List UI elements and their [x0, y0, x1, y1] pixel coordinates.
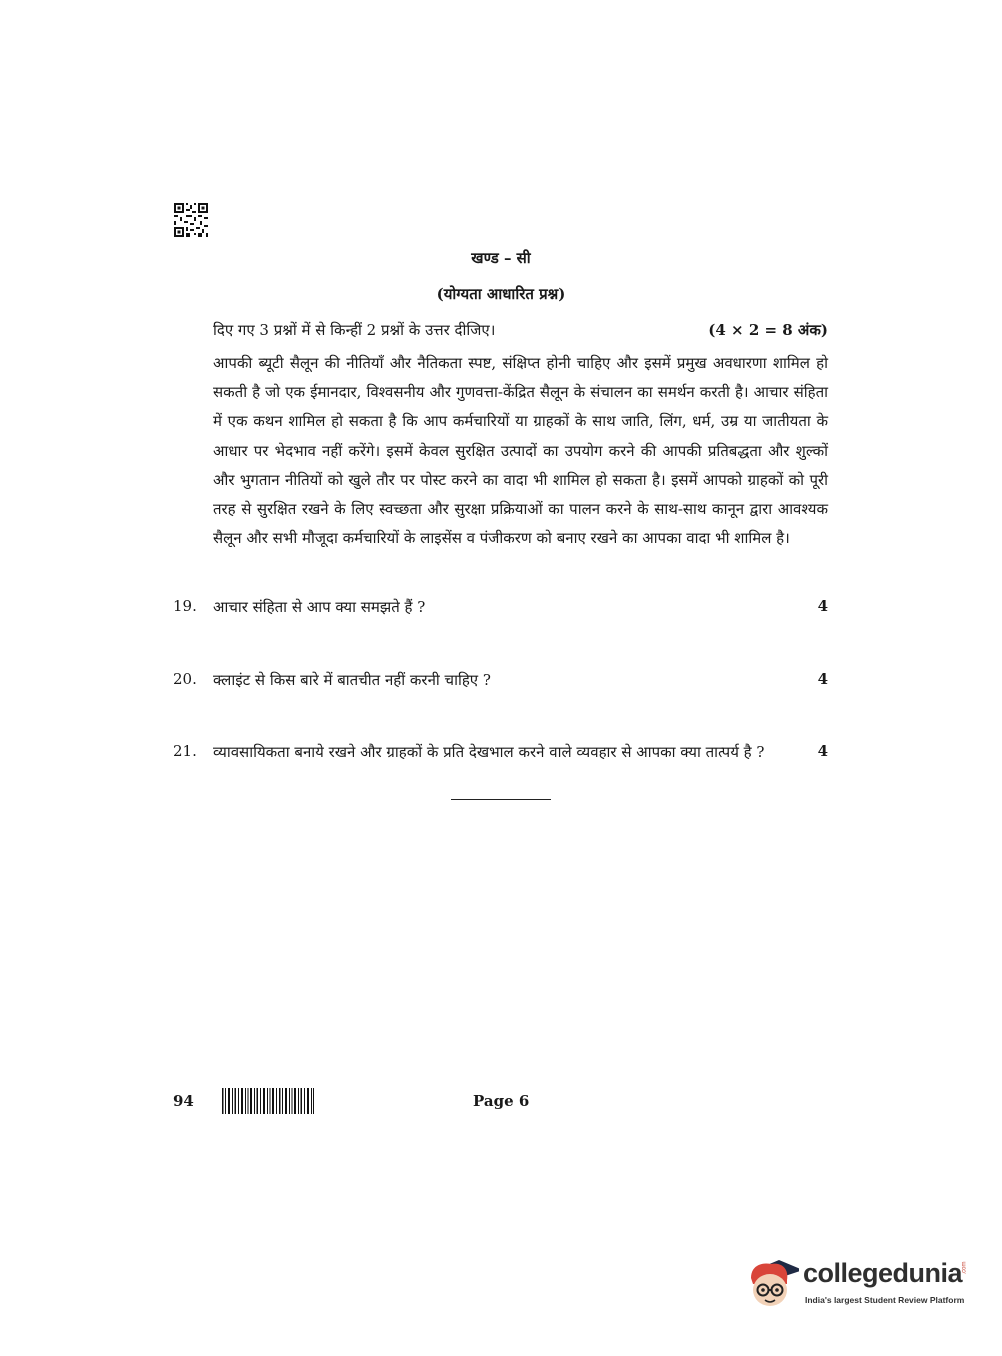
end-of-section-rule: [451, 799, 551, 800]
page-number: Page 6: [473, 1092, 530, 1110]
barcode: [222, 1088, 314, 1114]
question-marks: 4: [817, 597, 828, 615]
question-number: 19.: [173, 597, 197, 615]
section-subtitle: (योग्यता आधारित प्रश्न): [436, 285, 566, 303]
case-passage: आपकी ब्यूटी सैलून की नीतियाँ और नैतिकता स्पष्ट, संक्षिप्त होनी चाहिए और इसमें प्रमुख अवधारणा शामिल हो सकती है जो एक ईमानदार, विश्वसनीय और गुणवत्ता-केंद्रित सैलून के संचालन का समर्थन करती है। आचार संहिता में एक कथन शामिल हो सकता है कि आप कर्मचारियों या ग्राहकों के साथ जाति, लिंग, धर्म, उम्र या जातीयता के आधार पर भेदभाव नहीं करेंगे। इसमें केवल सुरक्षित उत्पादों का उपयोग करने की आपकी प्रतिबद्धता और शुल्कों और भुगतान नीतियों को खुले तौर पर पोस्ट करने का वादा भी शामिल हो सकता है। इसमें आपको ग्राहकों को पूरी तरह से सुरक्षित रखने के लिए स्वच्छता और सुरक्षा प्रक्रियाओं का पालन करने के साथ-साथ कानून द्वारा आवश्यक सैलून और सभी मौजूदा कर्मचारियों के लाइसेंस व पंजीकरण को बनाए रखने का आपका वादा भी शामिल है।: [213, 354, 828, 548]
brand-tld: .com: [961, 1261, 968, 1275]
question-marks: 4: [817, 670, 828, 688]
paper-code: 94: [173, 1092, 194, 1110]
question-text: क्लाइंट से किस बारे में बातचीत नहीं करनी चाहिए ?: [213, 671, 491, 689]
marks-scheme: (4 × 2 = 8 अंक): [708, 321, 828, 339]
collegedunia-logo: [745, 1252, 970, 1312]
brand-name: collegedunia: [803, 1258, 963, 1288]
section-title: खण्ड – सी: [471, 249, 531, 267]
question-number: 20.: [173, 670, 197, 688]
brand-tagline: India's largest Student Review Platform: [805, 1295, 965, 1305]
question-text: व्यावसायिकता बनाये रखने और ग्राहकों के प्रति देखभाल करने वाले व्यवहार से आपका क्या तात्पर्य है ?: [213, 743, 765, 761]
qr-code: [173, 202, 209, 238]
question-text: आचार संहिता से आप क्या समझते हैं ?: [213, 598, 426, 616]
mascot-icon: [745, 1252, 799, 1310]
instruction-text: दिए गए 3 प्रश्नों में से किन्हीं 2 प्रश्नों के उत्तर दीजिए।: [213, 321, 496, 339]
question-number: 21.: [173, 742, 197, 760]
question-marks: 4: [817, 742, 828, 760]
